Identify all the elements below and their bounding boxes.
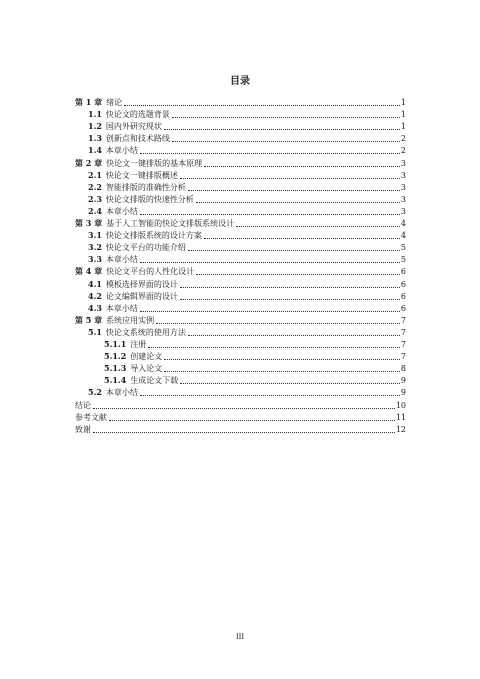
toc-entry-number: 第 3 章 (75, 218, 103, 228)
toc-entry-number: 5.1.3 (104, 363, 127, 374)
toc-entry-label (88, 206, 138, 217)
toc-entry-text: 快论文排版的快速性分析 (105, 194, 194, 204)
toc-entry-page: 3 (400, 194, 406, 204)
toc-entry-number: 第 2 章 (75, 157, 103, 168)
toc-dot-leader (180, 383, 400, 384)
toc-entry[interactable] (88, 132, 406, 144)
toc-entry-number: 3.2 (88, 242, 102, 253)
toc-entry-text: 参考文献 (75, 412, 107, 422)
toc-entry-text: 快论文一键排版的基本原理 (106, 158, 203, 168)
toc-dot-leader (164, 359, 400, 360)
toc-entry[interactable] (88, 108, 406, 120)
toc-entry-number: 第 1 章 (75, 97, 103, 107)
toc-dot-leader (180, 178, 400, 179)
toc-entry[interactable] (75, 217, 406, 229)
toc-entry-page: 3 (400, 158, 406, 168)
toc-entry[interactable] (88, 120, 406, 132)
toc-dot-leader (196, 202, 400, 203)
toc-entry[interactable] (88, 229, 406, 241)
toc-entry-label (88, 279, 178, 290)
toc-dot-leader (148, 347, 400, 348)
toc-entry[interactable] (104, 338, 406, 350)
toc-entry[interactable] (88, 326, 406, 338)
toc-dot-leader (164, 129, 400, 130)
toc-entry-label (88, 303, 138, 314)
toc-dot-leader (140, 262, 400, 263)
toc-dot-leader (204, 238, 400, 239)
toc-entry-text: 本章小结 (105, 146, 138, 156)
toc-entry-text: 快论文系统的使用方法 (105, 327, 186, 337)
toc-entry-label (104, 339, 146, 350)
toc-entry-text: 快论文平台的功能介绍 (105, 243, 186, 253)
toc-entry-number: 5.2 (88, 387, 102, 398)
toc-entry-number: 2.4 (88, 205, 102, 216)
toc-entry-label (88, 230, 202, 241)
toc-entry-label (104, 351, 162, 362)
toc-entry-label (88, 145, 138, 156)
toc-entry-label (104, 363, 162, 374)
toc-entry[interactable] (75, 411, 406, 423)
toc-dot-leader (109, 420, 395, 421)
toc-entry-text: 基于人工智能的快论文排版系统设计 (106, 219, 235, 228)
toc-entry-text: 智能排版的准确性分析 (105, 182, 186, 192)
toc-entry-label (88, 121, 162, 132)
toc-entry-number: 4.3 (88, 302, 102, 313)
toc-dot-leader (124, 105, 400, 106)
toc-entry-text: 创建论文 (130, 352, 163, 362)
toc-entry-text: 结论 (75, 400, 91, 410)
toc-entry-text: 本章小结 (105, 255, 138, 265)
toc-entry-page: 9 (400, 388, 406, 398)
toc-entry-page: 4 (400, 219, 406, 228)
toc-dot-leader (204, 166, 400, 167)
toc-entry[interactable] (104, 350, 406, 362)
toc-entry-label (75, 315, 154, 326)
toc-entry-text: 致谢 (75, 424, 91, 434)
toc-dot-leader (188, 250, 400, 251)
toc-entry[interactable] (104, 374, 406, 386)
toc-entry-number: 5.1.4 (104, 375, 127, 386)
toc-entry-page: 1 (400, 98, 406, 107)
toc-entry-number: 4.1 (88, 278, 102, 289)
toc-entry[interactable] (88, 302, 406, 314)
toc-entry-page: 7 (400, 315, 406, 325)
toc-entry-text: 模板选择界面的设计 (105, 279, 178, 289)
toc-entry-label (88, 327, 186, 338)
toc-entry-number: 5.1 (88, 326, 102, 337)
toc-entry-label (75, 401, 91, 411)
toc-dot-leader (180, 299, 400, 300)
toc-entry-label (75, 266, 194, 277)
toc-entry-text: 国内外研究现状 (105, 122, 162, 132)
toc-entry-page: 6 (400, 291, 406, 301)
toc-entry-page: 1 (400, 122, 406, 132)
toc-entry[interactable] (104, 362, 406, 374)
toc-entry-text: 本章小结 (105, 303, 138, 313)
toc-entry-number: 5.1.1 (104, 339, 127, 349)
toc-dot-leader (164, 371, 400, 372)
toc-entry[interactable] (88, 181, 406, 193)
toc-entry[interactable] (88, 205, 406, 217)
toc-entry-number: 3.1 (88, 230, 102, 241)
toc-dot-leader (140, 153, 400, 154)
toc-dot-leader (236, 226, 400, 227)
toc-entry[interactable] (75, 314, 406, 326)
toc-entry-number: 2.3 (88, 193, 102, 204)
toc-entry-number: 1.1 (88, 109, 102, 120)
toc-entry[interactable] (88, 241, 406, 253)
toc-entry-number: 5.1.2 (104, 351, 127, 362)
toc-entry-number: 第 4 章 (75, 266, 103, 277)
toc-entry-text: 生成论文下载 (130, 376, 179, 386)
toc-entry-label (88, 109, 170, 120)
toc-entry-number: 2.1 (88, 169, 102, 180)
toc-entry-text: 创新点和技术路线 (105, 134, 170, 144)
toc-entry-page: 6 (400, 267, 406, 277)
toc-entry-number: 1.2 (88, 121, 102, 132)
toc-entry-number: 4.2 (88, 290, 102, 301)
toc-entry-label (75, 97, 122, 108)
toc-entry[interactable] (88, 144, 406, 156)
toc-entry-text: 注册 (130, 340, 147, 349)
toc-entry-page: 6 (400, 279, 406, 289)
toc-entry-page: 2 (400, 134, 406, 144)
toc-entry-label (104, 375, 178, 386)
toc-entry-label (88, 170, 178, 181)
toc-entry-text: 系统应用实例 (106, 315, 155, 325)
toc-entry-page: 9 (400, 376, 406, 386)
toc-entry[interactable] (88, 278, 406, 290)
toc-entry-page: 8 (400, 364, 406, 374)
toc-entry-text: 快论文排版系统的设计方案 (105, 231, 202, 241)
toc-entry-text: 本章小结 (105, 388, 138, 398)
toc-entry-number: 第 5 章 (75, 314, 103, 325)
toc-entry-page: 10 (395, 400, 406, 410)
toc-entry-label (88, 291, 178, 302)
toc-entry-text: 导入论文 (130, 364, 163, 374)
toc-entry-page: 4 (400, 231, 406, 241)
toc-entry-label (75, 425, 91, 435)
toc-entry-page: 3 (400, 170, 406, 180)
toc-entry-page: 1 (400, 110, 406, 120)
toc-dot-leader (180, 287, 400, 288)
toc-dot-leader (172, 117, 400, 118)
toc-entry[interactable] (75, 157, 406, 169)
toc-entry-page: 3 (400, 182, 406, 192)
toc-dot-leader (188, 335, 400, 336)
toc-dot-leader (140, 311, 400, 312)
toc-entry[interactable] (88, 290, 406, 302)
toc-entry-number: 3.3 (88, 254, 102, 265)
toc-entry[interactable] (88, 386, 406, 398)
toc-entry-text: 绪论 (106, 98, 123, 107)
toc-entry[interactable] (88, 193, 406, 205)
toc-dot-leader (140, 395, 400, 396)
toc-entry-number: 2.2 (88, 181, 102, 192)
toc-title: 目录 (230, 76, 250, 87)
toc-entry-page: 7 (400, 340, 406, 349)
toc-entry-page: 2 (400, 146, 406, 156)
toc-entry-page: 5 (400, 243, 406, 253)
toc-entry-label (88, 182, 186, 193)
toc-entry-text: 论文编辑界面的设计 (105, 291, 178, 301)
toc-entry-page: 11 (395, 412, 406, 422)
toc-dot-leader (172, 141, 400, 142)
page-number-footer: III (235, 633, 245, 641)
toc-dot-leader (93, 408, 395, 409)
toc-entry-label (88, 133, 170, 144)
toc-entry-number: 1.3 (88, 133, 102, 144)
toc-entry-label (88, 242, 186, 253)
toc-dot-leader (156, 323, 400, 324)
toc-entry-text: 快论文的选题背景 (105, 110, 170, 120)
toc-entry-page: 5 (400, 255, 406, 265)
toc-entry-page: 7 (400, 327, 406, 337)
toc-entry[interactable] (75, 265, 406, 277)
toc-entry-page: 12 (395, 424, 406, 434)
toc-entry-label (75, 218, 234, 229)
toc-entry-label (75, 158, 202, 169)
toc-entry[interactable] (75, 96, 406, 108)
toc-entry-label (88, 254, 138, 265)
toc-dot-leader (140, 214, 400, 215)
toc-entry[interactable] (88, 253, 406, 265)
toc-entry-text: 快论文平台的人性化设计 (106, 267, 195, 277)
toc-entry-label (88, 194, 194, 205)
toc-entry-text: 快论文一键排版概述 (105, 170, 178, 180)
toc-entry[interactable] (75, 399, 406, 411)
toc-entry-page: 7 (400, 352, 406, 362)
toc-entry[interactable] (88, 169, 406, 181)
toc-dot-leader (188, 190, 400, 191)
toc-entry-label (75, 413, 107, 423)
toc-entry-page: 6 (400, 303, 406, 313)
toc-entry-number: 1.4 (88, 145, 102, 156)
toc-dot-leader (196, 274, 400, 275)
toc-entry-label (88, 387, 138, 398)
toc-entry-page: 3 (400, 206, 406, 216)
toc-entry[interactable] (75, 423, 406, 435)
toc-dot-leader (93, 432, 395, 433)
toc-entry-text: 本章小结 (105, 206, 138, 216)
